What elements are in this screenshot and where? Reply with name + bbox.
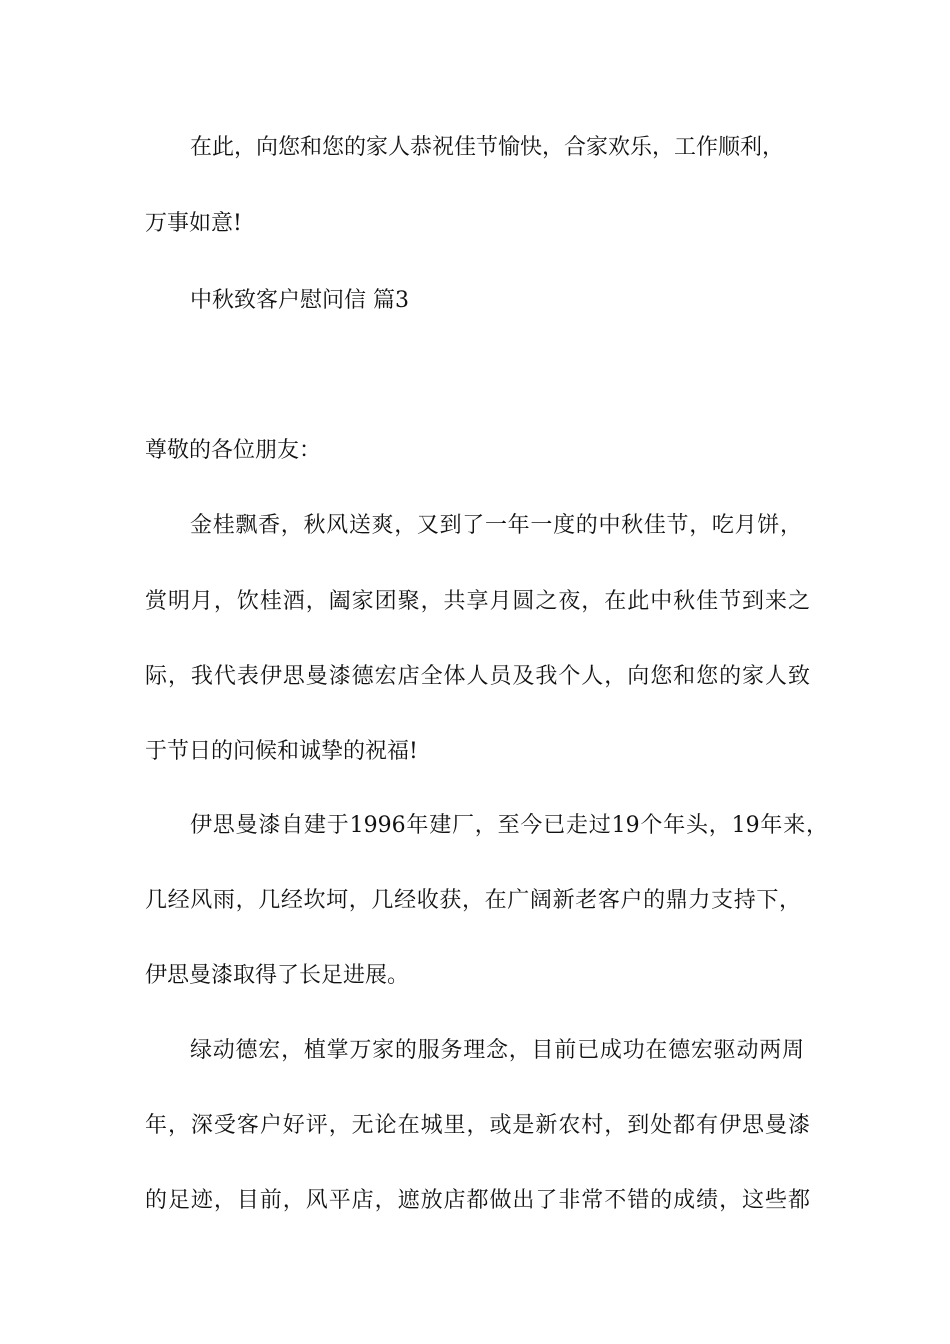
paragraph-line: 绿动德宏，植掌万家的服务理念，目前已成功在德宏驱动两周 bbox=[190, 1038, 804, 1063]
paragraph-line: 万事如意! bbox=[145, 211, 242, 236]
paragraph-line: 于节日的问候和诚挚的祝福! bbox=[145, 739, 418, 764]
paragraph-line: 际，我代表伊思曼漆德宏店全体人员及我个人，向您和您的家人致 bbox=[145, 664, 810, 689]
paragraph-line: 的足迹，目前，风平店，遮放店都做出了非常不错的成绩，这些都 bbox=[145, 1188, 810, 1213]
salutation: 尊敬的各位朋友： bbox=[145, 438, 322, 463]
paragraph-line: 金桂飘香，秋风送爽，又到了一年一度的中秋佳节，吃月饼， bbox=[190, 513, 802, 538]
paragraph-line: 伊思曼漆取得了长足进展。 bbox=[145, 963, 410, 988]
paragraph-line: 伊思曼漆自建于1996年建厂，至今已走过19个年头，19年来， bbox=[190, 813, 828, 838]
paragraph-line: 几经风雨，几经坎坷，几经收获，在广阔新老客户的鼎力支持下， bbox=[145, 888, 801, 913]
paragraph-line: 年，深受客户好评，无论在城里，或是新农村，到处都有伊思曼漆 bbox=[145, 1113, 810, 1138]
paragraph-line: 赏明月，饮桂酒，阖家团聚，共享月圆之夜，在此中秋佳节到来之 bbox=[145, 589, 810, 614]
section-heading: 中秋致客户慰问信 篇3 bbox=[190, 288, 409, 313]
paragraph-line: 在此，向您和您的家人恭祝佳节愉快，合家欢乐，工作顺利， bbox=[190, 135, 785, 160]
